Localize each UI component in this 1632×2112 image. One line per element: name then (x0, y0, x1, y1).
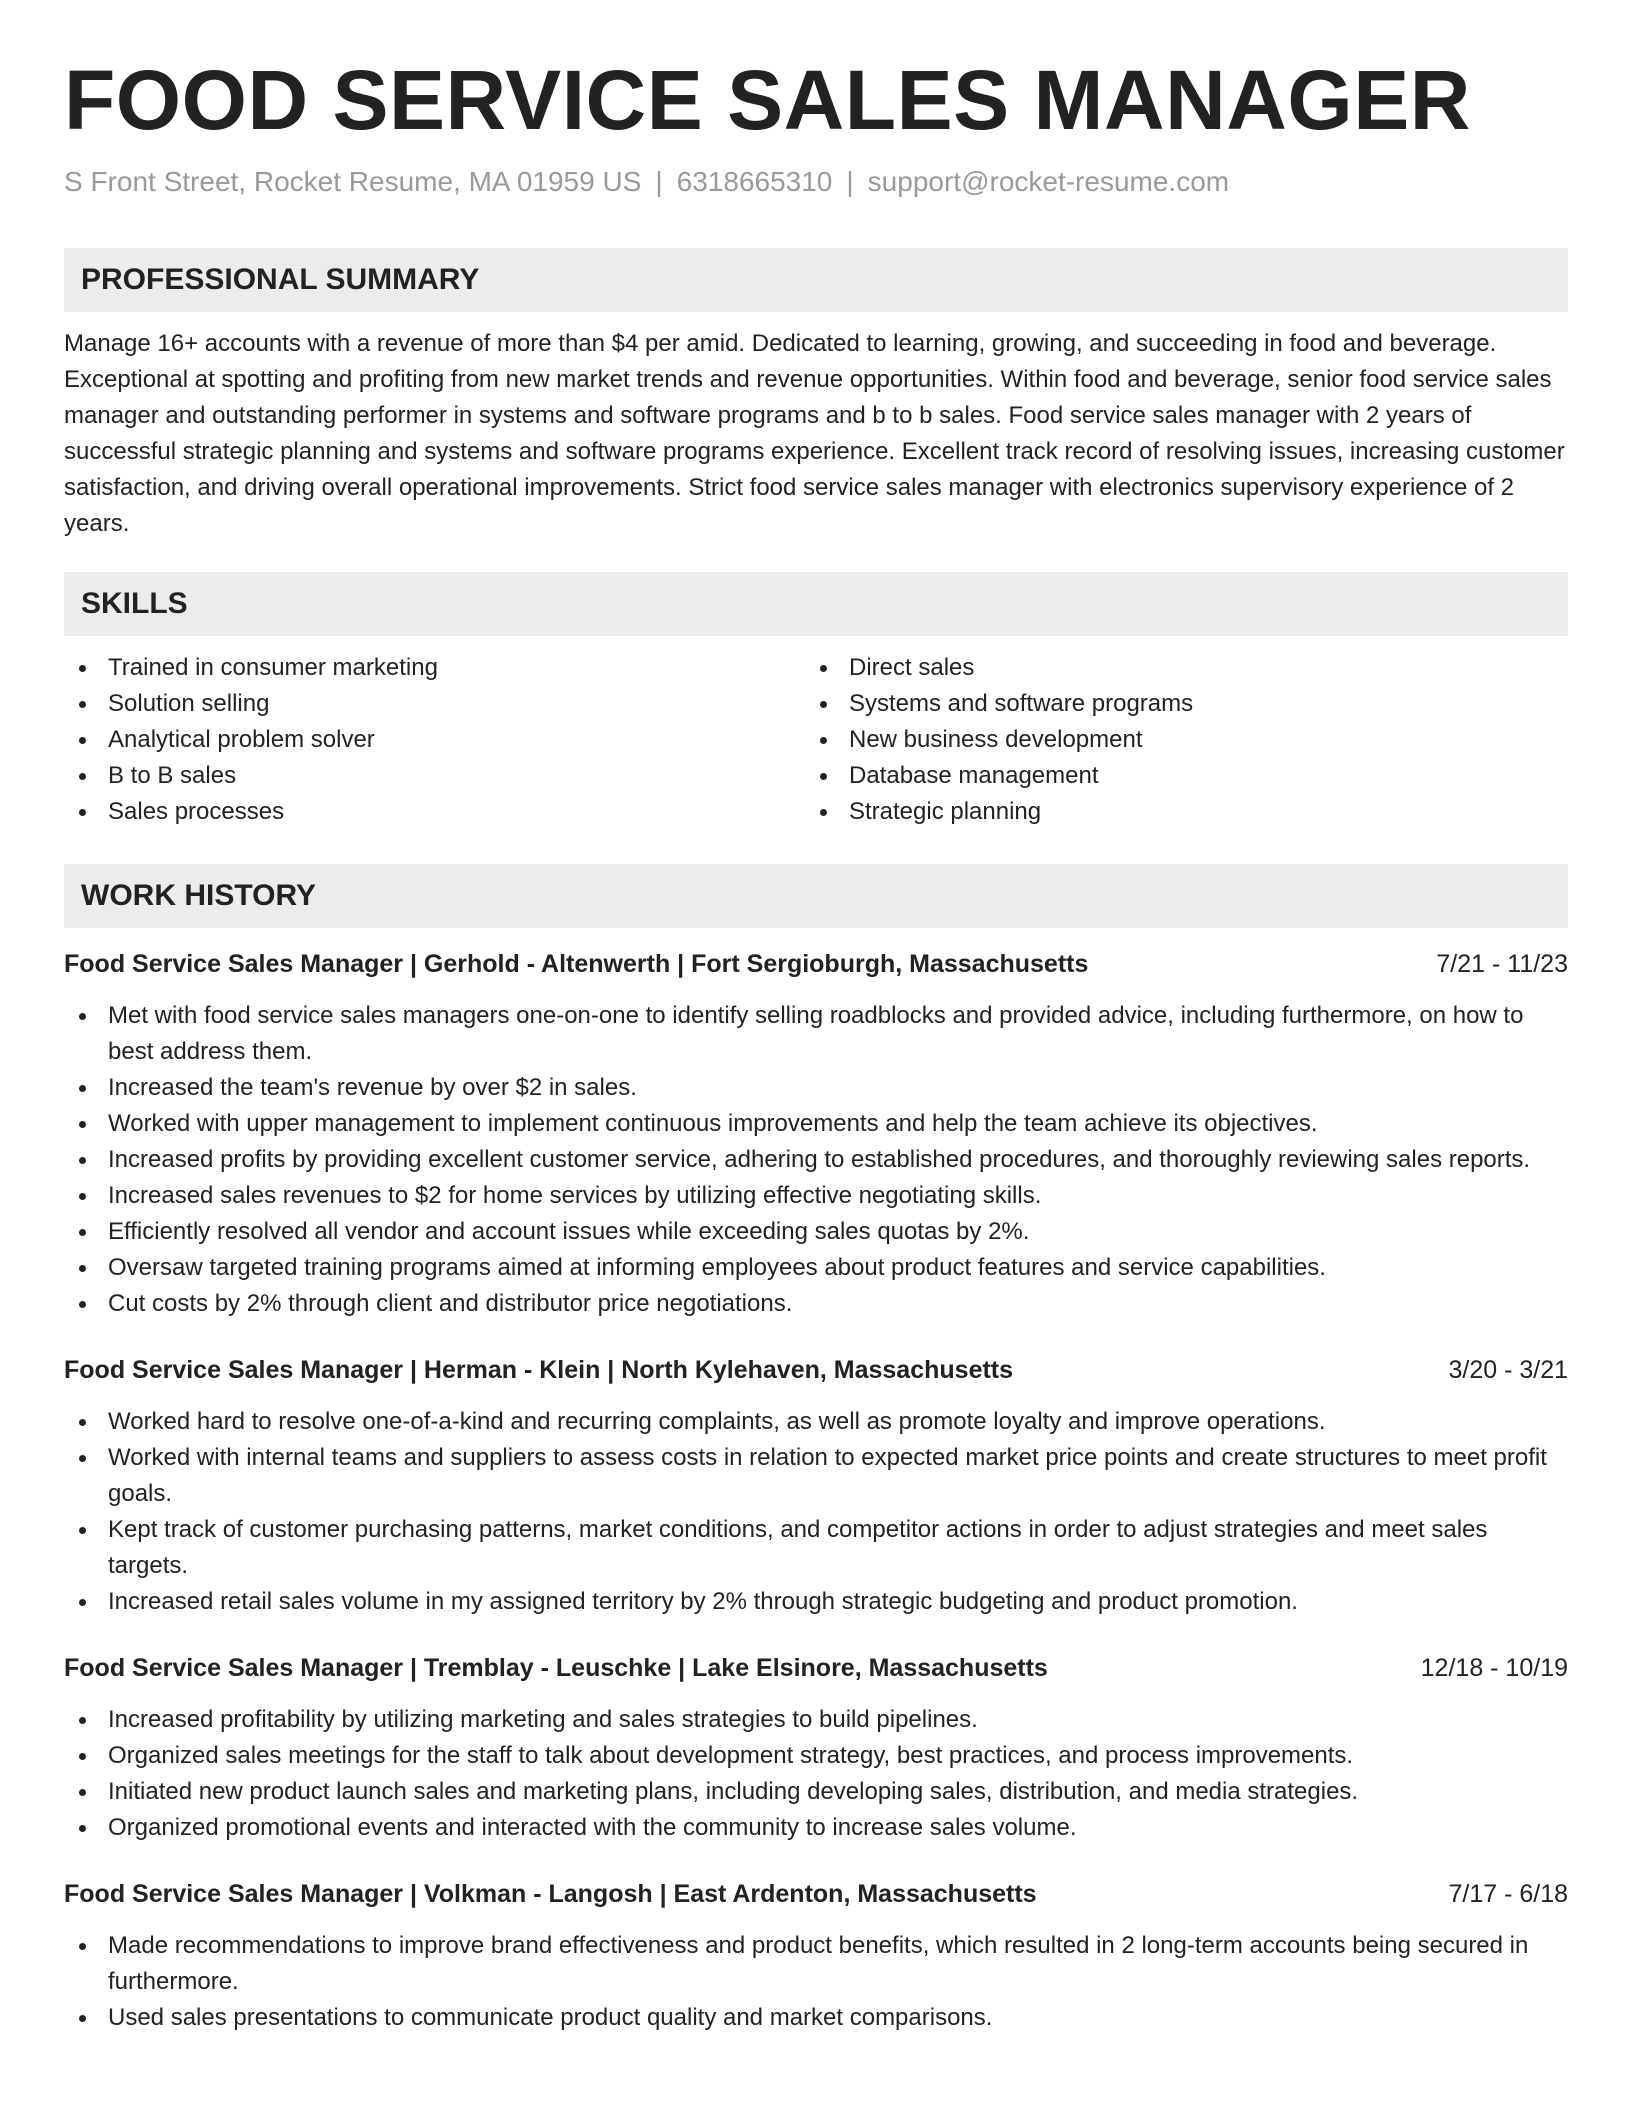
job-header (64, 1650, 1568, 1686)
skills-column-right (805, 650, 1546, 830)
job-entry (64, 1650, 1568, 1846)
work-history-heading: WORK HISTORY (64, 864, 1568, 928)
contact-line (64, 168, 1568, 196)
job-bullets (64, 1404, 1568, 1620)
job-bullets (64, 1702, 1568, 1846)
job-header (64, 1876, 1568, 1912)
skill-item: Sales processes (64, 794, 805, 830)
job-bullet: Increased profits by providing excellent customer service, adhering to established procedures, and thoroughly reviewing sales reports. (64, 1142, 1568, 1178)
contact-separator: | (655, 166, 663, 197)
job-bullet: Increased profitability by utilizing marketing and sales strategies to build pipelines. (64, 1702, 1568, 1738)
skills-heading: SKILLS (64, 572, 1568, 636)
job-title: Food Service Sales Manager | Volkman - Langosh | East Ardenton, Massachusetts (64, 1880, 1037, 1908)
job-entry (64, 1352, 1568, 1620)
job-bullet: Used sales presentations to communicate product quality and market comparisons. (64, 2000, 1568, 2036)
job-bullet: Worked with upper management to implement continuous improvements and help the team achieve its objectives. (64, 1106, 1568, 1142)
job-bullets (64, 1928, 1568, 2036)
skill-item: Database management (805, 758, 1546, 794)
job-bullet: Efficiently resolved all vendor and account issues while exceeding sales quotas by 2%. (64, 1214, 1568, 1250)
job-title: Food Service Sales Manager | Tremblay - Leuschke | Lake Elsinore, Massachusetts (64, 1654, 1048, 1682)
job-dates: 3/20 - 3/21 (1448, 1356, 1568, 1384)
job-header (64, 946, 1568, 982)
job-bullet: Initiated new product launch sales and marketing plans, including developing sales, distribution, and media strategies. (64, 1774, 1568, 1810)
skill-item: B to B sales (64, 758, 805, 794)
job-title: Food Service Sales Manager | Herman - Klein | North Kylehaven, Massachusetts (64, 1356, 1014, 1384)
contact-phone: 6318665310 (676, 166, 833, 197)
skills-column-left (64, 650, 805, 830)
job-title: Food Service Sales Manager | Gerhold - Altenwerth | Fort Sergioburgh, Massachusetts (64, 950, 1089, 978)
job-header (64, 1352, 1568, 1388)
job-bullet: Made recommendations to improve brand effectiveness and product benefits, which resulted in 2 long-term accounts being secured in furthermore. (64, 1928, 1568, 2000)
skill-item: Direct sales (805, 650, 1546, 686)
skill-item: Analytical problem solver (64, 722, 805, 758)
job-dates: 7/21 - 11/23 (1436, 950, 1568, 978)
skill-item: Solution selling (64, 686, 805, 722)
job-bullet: Increased sales revenues to $2 for home services by utilizing effective negotiating skills. (64, 1178, 1568, 1214)
job-bullet: Organized sales meetings for the staff to talk about development strategy, best practices, and process improvements. (64, 1738, 1568, 1774)
job-bullet: Increased the team's revenue by over $2 in sales. (64, 1070, 1568, 1106)
job-bullet: Organized promotional events and interacted with the community to increase sales volume. (64, 1810, 1568, 1846)
job-bullets (64, 998, 1568, 1322)
contact-separator: | (846, 166, 854, 197)
job-dates: 12/18 - 10/19 (1420, 1654, 1568, 1682)
skill-item: New business development (805, 722, 1546, 758)
job-bullet: Increased retail sales volume in my assigned territory by 2% through strategic budgeting and product promotion. (64, 1584, 1568, 1620)
job-entry (64, 1876, 1568, 2036)
job-bullet: Met with food service sales managers one-on-one to identify selling roadblocks and provided advice, including furthermore, on how to best address them. (64, 998, 1568, 1070)
summary-text: Manage 16+ accounts with a revenue of more than $4 per amid. Dedicated to learning, growing, and succeeding in food and beverage. Exceptional at spotting and profiting from new market trends and revenue opportunities. Within food and beverage, senior food service sales manager and outstanding performer in systems and software programs and b to b sales. Food service sales manager with 2 years of successful strategic planning and systems and software programs experience. Excellent track record of resolving issues, increasing customer satisfaction, and driving overall operational improvements. Strict food service sales manager with electronics supervisory experience of 2 years. (64, 330, 1565, 537)
job-bullet: Cut costs by 2% through client and distributor price negotiations. (64, 1286, 1568, 1322)
job-entry (64, 946, 1568, 1322)
summary-heading: PROFESSIONAL SUMMARY (64, 248, 1568, 312)
job-bullet: Worked hard to resolve one-of-a-kind and recurring complaints, as well as promote loyalty and improve operations. (64, 1404, 1568, 1440)
job-bullet: Worked with internal teams and suppliers to assess costs in relation to expected market price points and create structures to meet profit goals. (64, 1440, 1568, 1512)
job-bullet: Kept track of customer purchasing patterns, market conditions, and competitor actions in order to adjust strategies and meet sales targets. (64, 1512, 1568, 1584)
resume-title: FOOD SERVICE SALES MANAGER (64, 53, 1471, 147)
skill-item: Trained in consumer marketing (64, 650, 805, 686)
skill-item: Systems and software programs (805, 686, 1546, 722)
skills-list (64, 650, 1568, 830)
contact-email: support@rocket-resume.com (867, 166, 1230, 197)
skill-item: Strategic planning (805, 794, 1546, 830)
job-dates: 7/17 - 6/18 (1448, 1880, 1568, 1908)
contact-address: S Front Street, Rocket Resume, MA 01959 US (64, 166, 642, 197)
job-bullet: Oversaw targeted training programs aimed at informing employees about product features and service capabilities. (64, 1250, 1568, 1286)
